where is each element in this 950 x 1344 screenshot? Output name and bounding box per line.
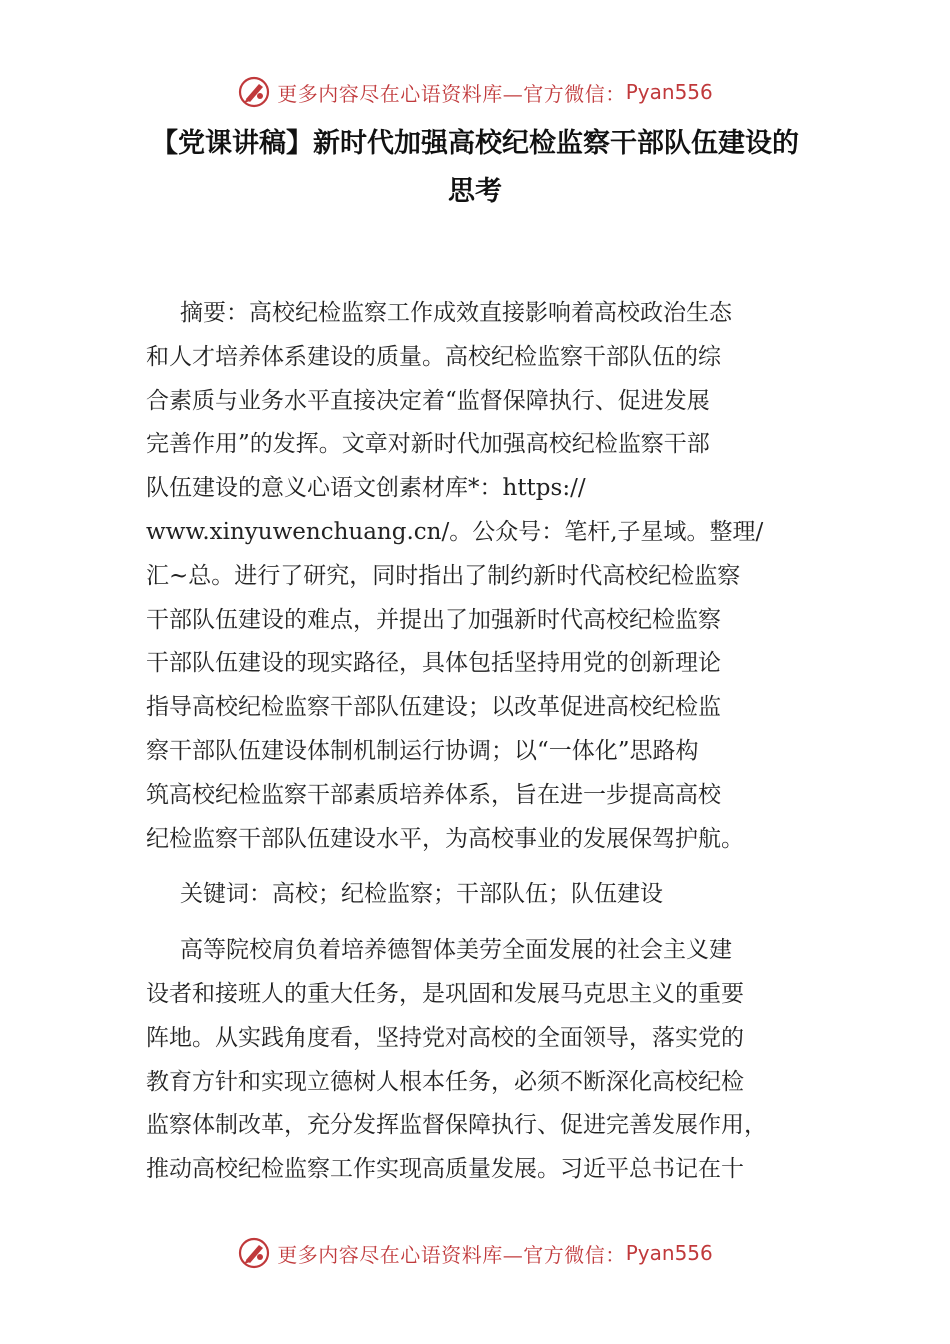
title-line: 【党课讲稿】新时代加强高校纪检监察干部队伍建设的	[151, 128, 799, 159]
text-line: 摘要：高校纪检监察工作成效直接影响着高校政治生态	[180, 300, 732, 326]
abstract-paragraph	[146, 292, 810, 861]
keywords-line: 关键词：高校；纪检监察；干部队伍；队伍建设	[180, 881, 663, 908]
text-line: 干部队伍建设的难点，并提出了加强新时代高校纪检监察	[146, 606, 721, 633]
text-line: 察干部队伍建设体制机制运行协调；以“一体化”思路构	[146, 737, 699, 764]
text-line: 教育方针和实现立德树人根本任务，必须不断深化高校纪检	[146, 1068, 744, 1095]
footer-watermark-banner	[0, 1233, 950, 1273]
title-line: 思考	[448, 176, 502, 207]
watermark-text: 更多内容尽在心语资料库—官方微信：	[277, 81, 626, 106]
watermark-wechat-id: Pyan556	[625, 1241, 713, 1265]
keywords-paragraph	[146, 873, 810, 917]
text-line: 合素质与业务水平直接决定着“监督保障执行、促进发展	[146, 387, 710, 414]
watermark-logo-icon	[237, 75, 271, 109]
text-line: 筑高校纪检监察干部素质培养体系，旨在进一步提高高校	[146, 781, 721, 808]
text-line: 指导高校纪检监察干部队伍建设；以改革促进高校纪检监	[146, 694, 721, 721]
text-line: www.xinyuwenchuang.cn/。公众号：笔杆,子星域。整理/	[146, 518, 764, 545]
text-line: 设者和接班人的重大任务，是巩固和发展马克思主义的重要	[146, 980, 744, 1007]
text-line: 和人才培养体系建设的质量。高校纪检监察干部队伍的综	[146, 343, 721, 370]
text-line: 推动高校纪检监察工作实现高质量发展。习近平总书记在十	[146, 1156, 744, 1183]
text-line: 纪检监察干部队伍建设水平，为高校事业的发展保驾护航。	[146, 825, 744, 852]
document-content	[146, 292, 810, 1192]
watermark-logo-icon	[237, 1236, 271, 1270]
document-title	[140, 120, 810, 216]
text-line: 完善作用”的发挥。文章对新时代加强高校纪检监察干部	[146, 431, 710, 458]
text-line: 队伍建设的意义心语文创素材库*：https://	[146, 475, 586, 502]
text-line: 阵地。从实践角度看，坚持党对高校的全面领导，落实党的	[146, 1024, 744, 1051]
header-watermark-banner	[0, 72, 950, 112]
watermark-text: 更多内容尽在心语资料库—官方微信：	[277, 1242, 626, 1267]
text-line: 监察体制改革，充分发挥监督保障执行、促进完善发展作用，	[146, 1112, 767, 1139]
text-line: 高等院校肩负着培养德智体美劳全面发展的社会主义建	[180, 937, 732, 964]
body-paragraph	[146, 929, 810, 1192]
text-line: 汇~总。进行了研究，同时指出了制约新时代高校纪检监察	[146, 562, 741, 589]
watermark-wechat-id: Pyan556	[625, 80, 713, 104]
text-line: 干部队伍建设的现实路径，具体包括坚持用党的创新理论	[146, 650, 721, 677]
